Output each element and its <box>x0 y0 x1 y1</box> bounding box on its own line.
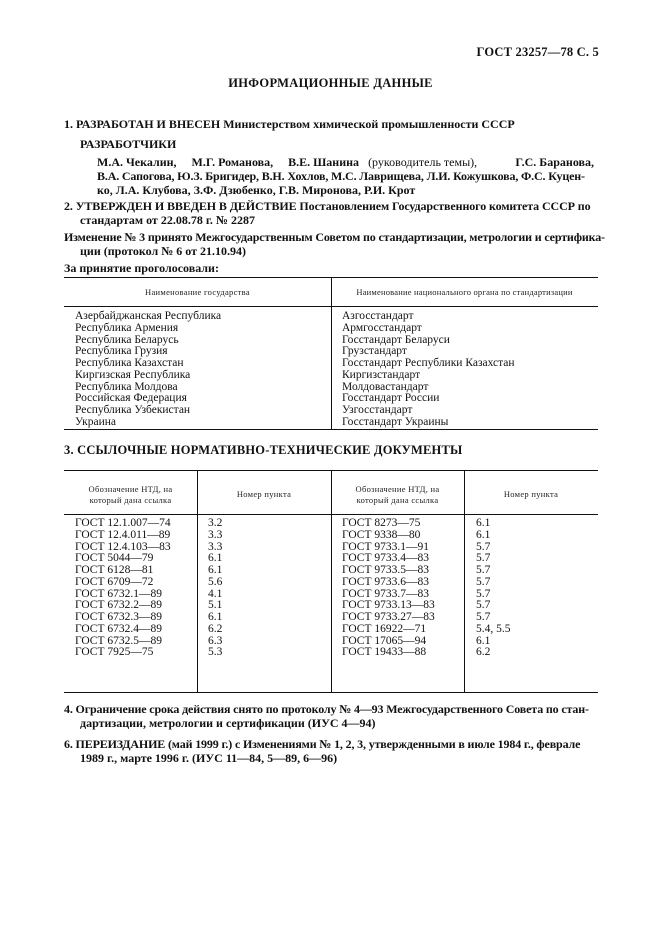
standards-body-name: Госстандарт Украины <box>342 415 449 428</box>
item-number: 5.7 <box>476 552 491 565</box>
table2-right-ntd <box>342 518 435 659</box>
ntd-designation: ГОСТ 6732.3—89 <box>75 611 163 623</box>
table1-header-state: Наименование государства <box>145 287 250 297</box>
item-number: 5.3 <box>208 646 223 659</box>
section-2-line-1: 2. УТВЕРЖДЕН И ВВЕДЕН В ДЕЙСТВИЕ Постановлением Государственного комитета СССР по <box>64 199 591 213</box>
state-name: Киргизская Республика <box>75 368 191 381</box>
ntd-designation: ГОСТ 12.4.103—83 <box>75 540 171 553</box>
table1-header-body: Наименование национального органа по стандартизации <box>356 287 573 297</box>
state-name: Российская Федерация <box>75 392 187 405</box>
section-2-line-2: стандартам от 22.08.78 г. № 2287 <box>80 213 255 227</box>
page-header: ГОСТ 23257—78 С. 5 <box>476 45 599 59</box>
item-number: 6.2 <box>476 646 491 659</box>
item-number: 4.1 <box>208 587 223 600</box>
item-number: 5.7 <box>476 564 491 576</box>
developers-line-2: В.А. Сапогова, Ю.З. Бригидер, В.Н. Хохлов, М.С. Лаврищева, Л.И. Кожушкова, Ф.С. Куцен- <box>97 169 585 183</box>
table2-left-item <box>208 518 222 659</box>
section-6-line-1: 6. ПЕРЕИЗДАНИЕ (май 1999 г.) с Изменениями № 1, 2, 3, утвержденными в июле 1984 г., феврале <box>64 737 581 751</box>
ntd-designation: ГОСТ 6732.2—89 <box>75 599 163 612</box>
state-name: Республика Грузия <box>75 345 168 358</box>
table2-right-item <box>476 518 511 659</box>
ntd-designation: ГОСТ 6128—81 <box>75 564 154 576</box>
item-number: 6.1 <box>476 528 491 541</box>
state-name: Украина <box>75 415 116 428</box>
state-name: Азербайджанская Республика <box>75 310 222 322</box>
standards-body-name: Азгосстандарт <box>342 310 414 322</box>
standards-body-name: Армгосстандарт <box>342 321 422 334</box>
table1-states <box>75 311 221 429</box>
state-name: Республика Молдова <box>75 380 178 393</box>
ntd-designation: ГОСТ 9338—80 <box>342 528 421 541</box>
item-number: 3.3 <box>208 528 223 541</box>
table1-column-divider <box>331 277 332 429</box>
ntd-designation: ГОСТ 6732.5—89 <box>75 634 163 647</box>
developers-line-1: М.А. Чекалин, М.Г. Романова, В.Е. Шанина (руководитель темы), Г.С. Баранова, <box>97 155 594 169</box>
section-6-line-2: 1989 г., марте 1996 г. (ИУС 11—84, 5—89, 6—96) <box>80 751 338 765</box>
ntd-designation: ГОСТ 9733.13—83 <box>342 599 435 612</box>
section-4-line-1: 4. Ограничение срока действия снято по протоколу № 4—93 Межгосударственного Совета по стан- <box>64 702 589 716</box>
item-number: 5.6 <box>208 575 223 588</box>
item-number: 6.1 <box>208 611 223 623</box>
item-number: 6.1 <box>476 634 491 647</box>
page-title: ИНФОРМАЦИОННЫЕ ДАННЫЕ <box>228 76 433 90</box>
standards-body-name: Киргизстандарт <box>342 368 421 381</box>
ntd-designation: ГОСТ 6732.1—89 <box>75 587 163 600</box>
change-line-1: Изменение № 3 принято Межгосударственным Советом по стандартизации, метрологии и сертифика- <box>64 230 605 244</box>
section-3-heading: 3. ССЫЛОЧНЫЕ НОРМАТИВНО-ТЕХНИЧЕСКИЕ ДОКУМЕНТЫ <box>64 443 463 457</box>
item-number: 5.7 <box>476 611 491 623</box>
item-number: 3.2 <box>208 517 223 529</box>
table2-divider-1 <box>197 470 198 692</box>
ntd-designation: ГОСТ 7925—75 <box>75 646 154 659</box>
standards-body-name: Грузстандарт <box>342 345 407 358</box>
section-4-line-2: дартизации, метрологии и сертификации (ИУС 4—94) <box>80 716 376 730</box>
ntd-designation: ГОСТ 9733.5—83 <box>342 564 430 576</box>
table2-divider-3 <box>464 470 465 692</box>
table1-header-rule <box>64 306 598 307</box>
table2-header-rule <box>64 514 598 515</box>
table2-header-ntd-left: Обозначение НТД, на который дана ссылка <box>88 484 173 505</box>
table2-left-ntd <box>75 518 171 659</box>
ntd-designation: ГОСТ 9733.4—83 <box>342 552 430 565</box>
ntd-designation: ГОСТ 12.4.011—89 <box>75 528 171 541</box>
ntd-designation: ГОСТ 6732.4—89 <box>75 622 163 635</box>
table2-header-item-right: Номер пункта <box>503 489 559 499</box>
item-number: 5.4, 5.5 <box>476 622 511 635</box>
item-number: 5.7 <box>476 599 491 612</box>
ntd-designation: ГОСТ 9733.27—83 <box>342 611 435 623</box>
developers-heading: РАЗРАБОТЧИКИ <box>80 137 177 151</box>
item-number: 5.1 <box>208 599 223 612</box>
ntd-designation: ГОСТ 17065—94 <box>342 634 427 647</box>
ntd-designation: ГОСТ 9733.6—83 <box>342 575 430 588</box>
item-number: 3.3 <box>208 540 223 553</box>
item-number: 6.1 <box>208 564 223 576</box>
ntd-designation: ГОСТ 8273—75 <box>342 517 421 529</box>
state-name: Республика Армения <box>75 321 179 334</box>
item-number: 6.3 <box>208 634 223 647</box>
change-line-2: ции (протокол № 6 от 21.10.94) <box>80 244 247 258</box>
table1-bottom-rule <box>64 429 598 430</box>
item-number: 5.7 <box>476 575 491 588</box>
state-name: Республика Беларусь <box>75 333 179 346</box>
developers-line-3: ко, Л.А. Клубова, З.Ф. Дзюбенко, Г.В. Миронова, Р.И. Крот <box>97 183 416 197</box>
ntd-designation: ГОСТ 9733.1—91 <box>342 540 430 553</box>
ntd-designation: ГОСТ 19433—88 <box>342 646 427 659</box>
standards-body-name: Молдовастандарт <box>342 380 429 393</box>
state-name: Республика Узбекистан <box>75 404 191 416</box>
standards-body-name: Госстандарт Беларуси <box>342 333 450 346</box>
ntd-designation: ГОСТ 9733.7—83 <box>342 587 430 600</box>
ntd-designation: ГОСТ 12.1.007—74 <box>75 517 171 529</box>
item-number: 6.1 <box>476 517 491 529</box>
ntd-designation: ГОСТ 6709—72 <box>75 575 154 588</box>
table2-bottom-rule <box>64 692 598 693</box>
item-number: 6.2 <box>208 622 223 635</box>
ntd-designation: ГОСТ 16922—71 <box>342 622 427 635</box>
standards-body-name: Госстандарт Республики Казахстан <box>342 357 515 369</box>
item-number: 5.7 <box>476 540 491 553</box>
standards-body-name: Госстандарт России <box>342 392 440 405</box>
table1-bodies <box>342 311 515 429</box>
section-1-heading: 1. РАЗРАБОТАН И ВНЕСЕН Министерством химической промышленности СССР <box>64 117 515 131</box>
voted-label: За принятие проголосовали: <box>64 261 219 275</box>
table2-header-ntd-right: Обозначение НТД, на который дана ссылка <box>355 484 440 505</box>
item-number: 5.7 <box>476 587 491 600</box>
item-number: 6.1 <box>208 552 223 565</box>
standards-body-name: Узгосстандарт <box>342 404 413 416</box>
ntd-designation: ГОСТ 5044—79 <box>75 552 154 565</box>
state-name: Республика Казахстан <box>75 357 184 369</box>
table2-header-item-left: Номер пункта <box>236 489 292 499</box>
